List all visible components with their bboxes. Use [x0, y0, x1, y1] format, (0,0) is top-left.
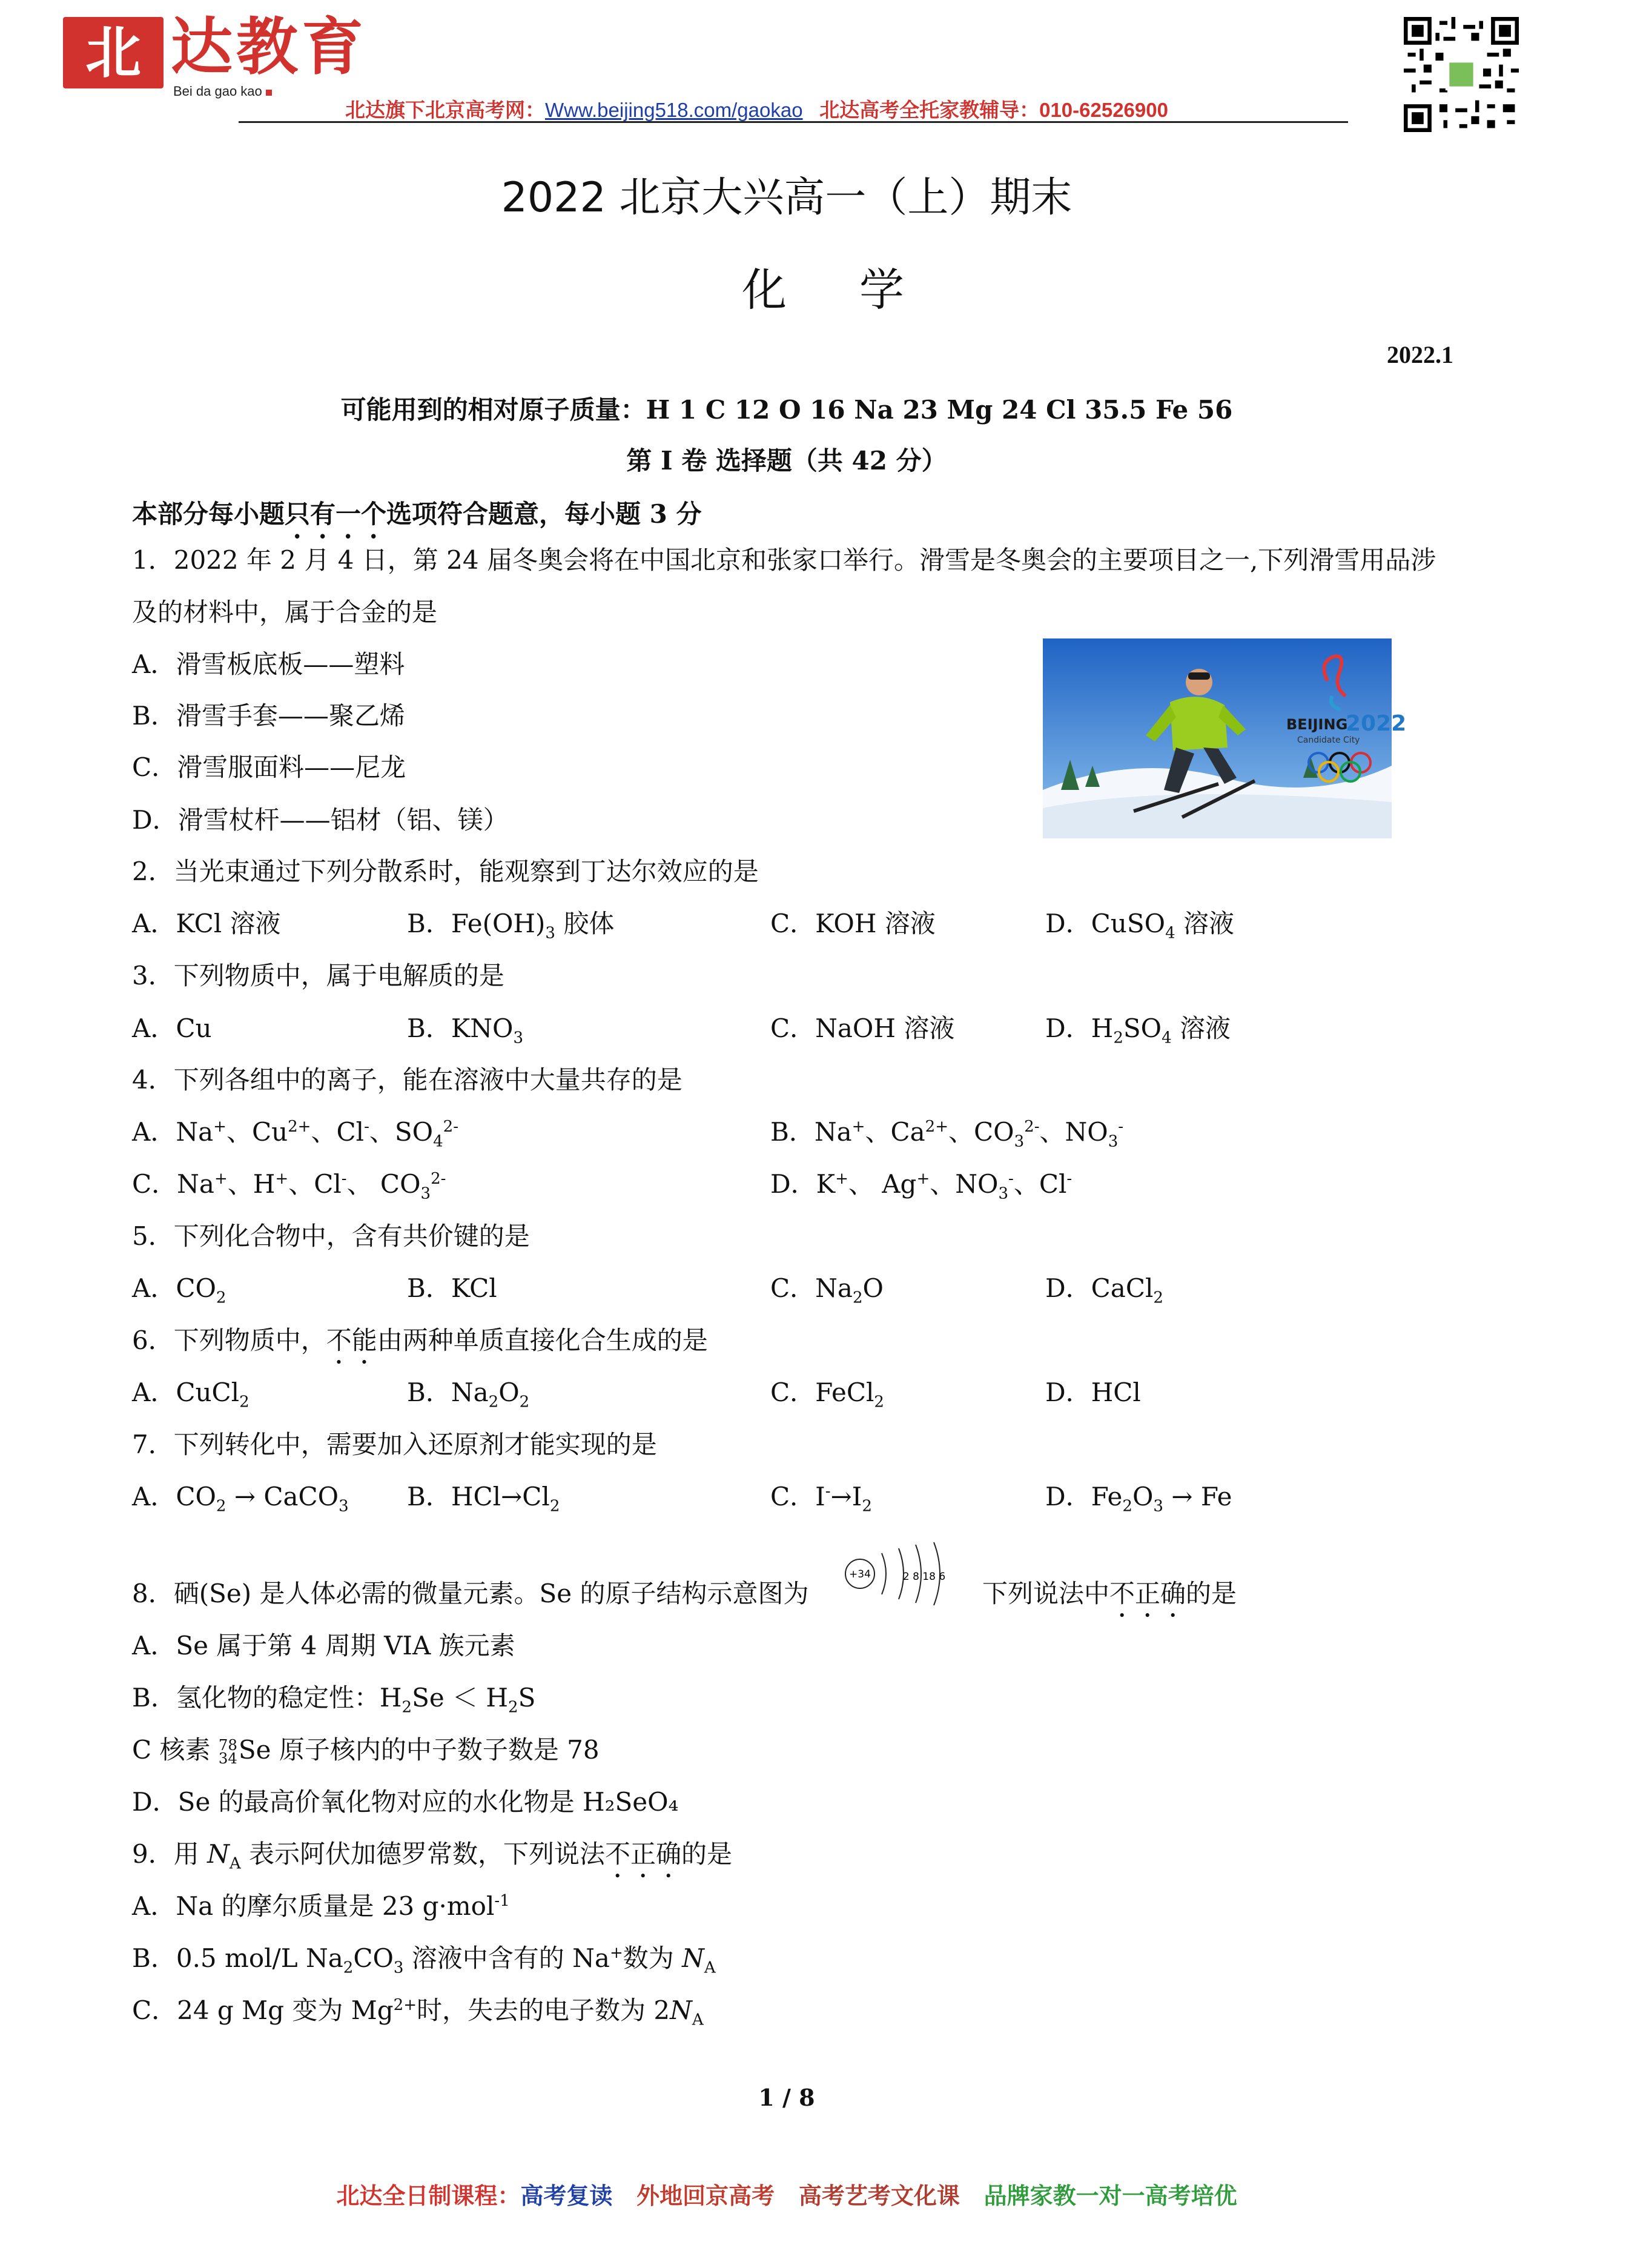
q6-option-d: D．HCl — [1045, 1378, 1141, 1407]
q2-option-d: D．CuSO$_4$ 溶液 — [1045, 909, 1234, 943]
q4-option-d: D．K+、 Ag+、$NO_3^-$、Cl- — [770, 1169, 1073, 1203]
q2-option-a: A．KCl 溶液 — [132, 909, 281, 938]
q9-stem: 9．用 $N_A$ 表示阿伏加德罗常数，下列说法不正确的是 — [132, 1839, 733, 1873]
q6-stem: 6．下列物质中，不能由两种单质直接化合生成的是 — [132, 1325, 708, 1355]
q1-option-b: B．滑雪手套——聚乙烯 — [132, 701, 405, 731]
svg-text:+34: +34 — [849, 1568, 871, 1580]
q9-option-b: B．0.5 mol/L $Na_2CO_3$ 溶液中含有的 Na+数为 $N_A$ — [132, 1943, 716, 1977]
q4-option-c: C．Na+、H+、Cl-、 $CO_3^{2-}$ — [132, 1169, 446, 1203]
q7-option-a: A．$CO_2$ → CaCO$_3$ — [132, 1482, 349, 1516]
qr-code-icon — [1404, 17, 1519, 132]
logo-text: 达教育 — [171, 11, 367, 84]
subject-title: 化学 — [742, 264, 977, 316]
logo-subtitle: Bei da gao kao — [173, 84, 272, 99]
q9-option-c: C．24 g Mg 变为 $Mg^{2+}$时，失去的电子数为 $2N_A$ — [132, 1995, 704, 2029]
page-number: 1 / 8 — [758, 2084, 815, 2111]
gaokao-link[interactable]: Www.beijing518.com/gaokao — [545, 99, 803, 121]
q2-stem: 2．当光束通过下列分散系时，能观察到丁达尔效应的是 — [132, 857, 759, 886]
q6-option-c: C．FeCl$_2$ — [770, 1378, 884, 1411]
q7-option-b: B．$HCl\to Cl_2$ — [407, 1482, 560, 1516]
q1-option-a: A．滑雪板底板——塑料 — [132, 649, 405, 679]
q3-option-b: B．$KNO_3$ — [407, 1013, 523, 1047]
logo: 北 — [63, 17, 164, 88]
q5-option-b: B．KCl — [407, 1273, 497, 1303]
q2-option-c: C．KOH 溶液 — [770, 909, 936, 938]
q9-option-a: A．Na 的摩尔质量是 23 g·mol$^{-1}$ — [132, 1891, 510, 1921]
q7-option-c: C．$I^-\to I_2$ — [770, 1482, 872, 1516]
header-links: 北达旗下北京高考网：Www.beijing518.com/gaokao 北达高考全托家教辅导：010-62526900 — [345, 99, 1168, 121]
svg-text:Candidate City: Candidate City — [1297, 735, 1360, 745]
svg-text:2022: 2022 — [1346, 711, 1407, 736]
instructions: 本部分每小题只有一个选项符合题意，每小题 3 分 — [132, 499, 702, 529]
q8-option-b: B．氢化物的稳定性：$H_2Se < H_2S$ — [132, 1683, 536, 1717]
q8-stem-tail: 下列说法中不正确的是 — [982, 1579, 1237, 1608]
svg-text:BEIJING: BEIJING — [1286, 716, 1348, 733]
q7-stem: 7．下列转化中，需要加入还原剂才能实现的是 — [132, 1430, 657, 1459]
q4-option-a: A．Na+、$Cu^{2+}$、Cl-、$SO_4^{2-}$ — [132, 1117, 459, 1151]
svg-text:2 8 18 6: 2 8 18 6 — [902, 1571, 946, 1583]
exam-title: 2022 北京大兴高一（上）期末 — [501, 174, 1073, 222]
q3-option-c: C．NaOH 溶液 — [770, 1013, 955, 1043]
q5-option-d: D．CaCl$_2$ — [1045, 1273, 1163, 1307]
q3-stem: 3．下列物质中，属于电解质的是 — [132, 961, 504, 990]
q4-stem: 4．下列各组中的离子，能在溶液中大量共存的是 — [132, 1065, 683, 1095]
atomic-masses: 可能用到的相对原子质量：H 1 C 12 O 16 Na 23 Mg 24 Cl 35.5 Fe 56 — [340, 395, 1233, 425]
q1-stem-line1: 1．2022 年 2 月 4 日，第 24 届冬奥会将在中国北京和张家口举行。滑雪是冬奥会的主要项目之一,下列滑雪用品涉 — [132, 545, 1436, 575]
q7-option-d: D．$Fe_2O_3 \to Fe$ — [1045, 1482, 1232, 1516]
q3-option-d: D．$H_2SO_4$ 溶液 — [1045, 1013, 1231, 1047]
q6-option-a: A．CuCl$_2$ — [132, 1378, 250, 1411]
q5-option-a: A．$CO_2$ — [132, 1273, 226, 1307]
q6-option-b: B．$Na_2O_2$ — [407, 1378, 530, 1411]
q1-option-d: D．滑雪杖杆——铝材（铝、镁） — [132, 805, 509, 835]
section-title: 第 I 卷 选择题（共 42 分） — [626, 446, 947, 476]
exam-date: 2022.1 — [1387, 341, 1453, 368]
q1-stem-line2: 及的材料中，属于合金的是 — [132, 597, 438, 627]
q5-stem: 5．下列化合物中，含有共价键的是 — [132, 1221, 530, 1251]
q8-option-c: C 核素 78 34Se 原子核内的中子数子数是 78 — [132, 1735, 600, 1767]
q2-option-b: B．$Fe(OH)_3$ 胶体 — [407, 909, 615, 943]
se-atomic-structure-diagram — [839, 1541, 964, 1606]
q4-option-b: B．Na+、$Ca^{2+}$、$CO_3^{2-}$、$NO_3^-$ — [770, 1117, 1124, 1151]
footer-courses: 北达全日制课程：高考复读 外地回京高考 高考艺考文化课 品牌家教一对一高考培优 — [336, 2183, 1237, 2209]
q1-option-c: C．滑雪服面料——尼龙 — [132, 752, 406, 782]
q5-option-c: C．$Na_2O$ — [770, 1273, 884, 1307]
q8-option-a: A．Se 属于第 4 周期 VIA 族元素 — [132, 1631, 515, 1660]
skier-photo — [1043, 638, 1407, 838]
q3-option-a: A．Cu — [132, 1013, 212, 1043]
q8-stem: 8．硒(Se) 是人体必需的微量元素。Se 的原子结构示意图为 — [132, 1579, 809, 1608]
header-divider — [239, 121, 1348, 123]
q8-option-d: D．Se 的最高价氧化物对应的水化物是 H₂SeO₄ — [132, 1787, 679, 1817]
